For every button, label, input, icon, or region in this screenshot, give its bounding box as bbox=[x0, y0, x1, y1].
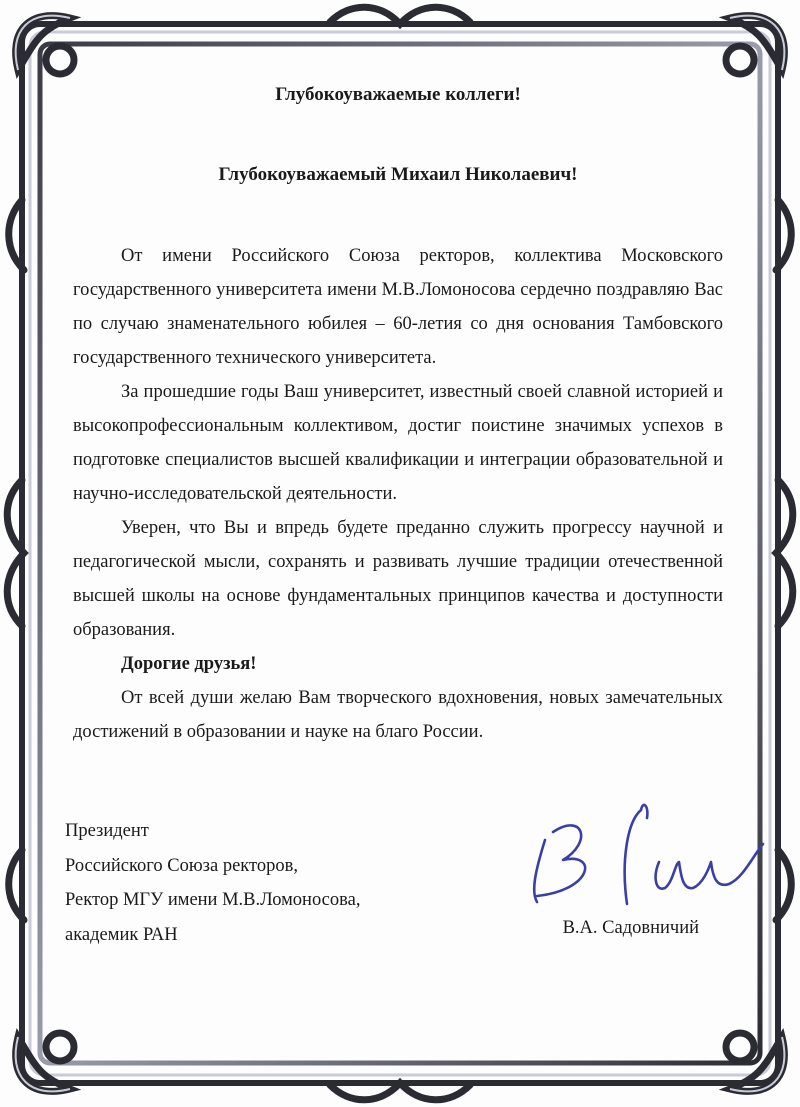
signatory-name: В.А. Садовничий bbox=[562, 918, 699, 938]
signatory-line-2: Российского Союза ректоров, bbox=[65, 855, 298, 876]
letter-content bbox=[65, 0, 723, 1107]
handwritten-signature bbox=[523, 792, 773, 922]
paragraph-dear-friends: Дорогие друзья! bbox=[121, 654, 257, 674]
signatory-line-1: Президент bbox=[65, 821, 149, 841]
paragraph-wishes: От всей души желаю Вам творческого вдохновения, новых замечательных достижений в образовании и науке на благо России. bbox=[73, 688, 723, 742]
signatory-line-3: Ректор МГУ имени М.В.Ломоносова, bbox=[65, 890, 361, 910]
salutation-addressee: Глубокоуважаемый Михаил Николаевич! bbox=[218, 164, 578, 185]
paragraph-confidence: Уверен, что Вы и впредь будете преданно служить прогрессу научной и педагогической мысли, сохранять и развивать лучшие традиции отечественной высшей школы на основе фундаментальных принципов качества и доступности образования. bbox=[73, 518, 723, 640]
salutation-colleagues: Глубокоуважаемые коллеги! bbox=[275, 84, 521, 105]
paragraph-greeting: От имени Российского Союза ректоров, коллектива Московского государственного университета имени М.В.Ломоносова сердечно поздравляю Вас по случаю знаменательного юбилея – 60-летия со дня основания Тамбовского государственного технического университета. bbox=[73, 246, 723, 368]
paragraph-achievements: За прошедшие годы Ваш университет, известный своей славной историей и высокопрофессиональным коллективом, достиг поистине значимых успехов в подготовке специалистов высшей квалификации и интеграции образовательной и научно-исследовательской деятельности. bbox=[73, 382, 723, 504]
signatory-line-4: академик РАН bbox=[65, 924, 178, 945]
letter-body bbox=[73, 239, 723, 749]
signatory-title-block bbox=[65, 814, 360, 952]
